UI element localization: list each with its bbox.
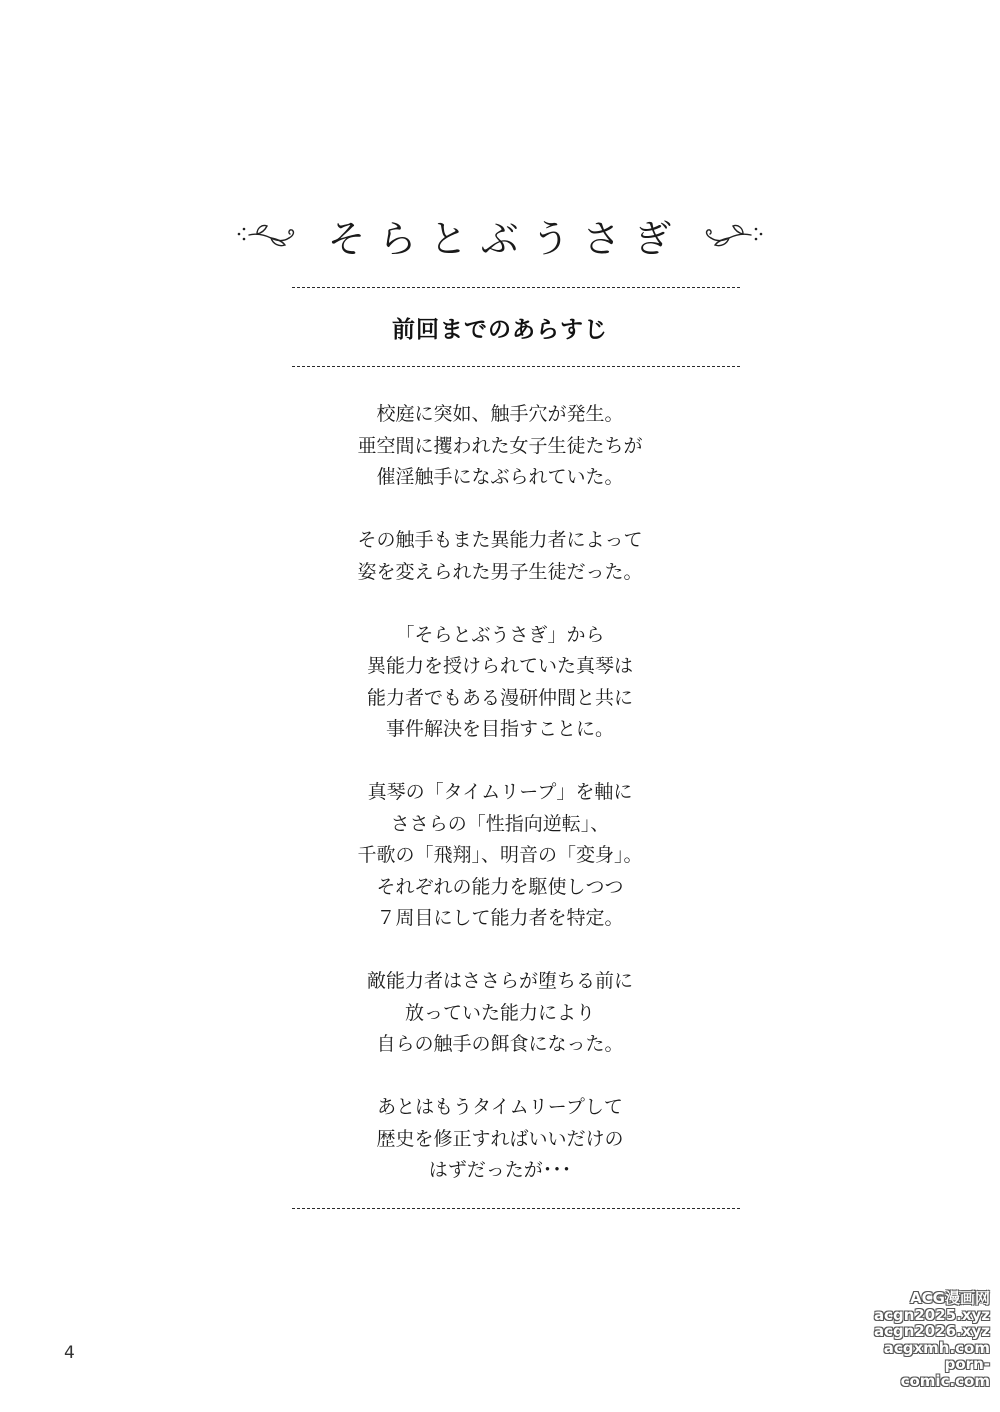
watermark-line: acgn2025.xyz <box>873 1305 990 1324</box>
text-line: 千歌の「飛翔」、明音の「変身」。 <box>357 844 643 866</box>
paragraph-5 <box>0 966 1000 1061</box>
page-title: そらとぶうさぎ <box>327 216 685 261</box>
section-heading: 前回までのあらすじ <box>392 317 608 343</box>
text-line: その触手もまた異能力者によって <box>357 529 643 551</box>
synopsis <box>0 399 1000 1187</box>
text-line: あとはもうタイムリープして <box>377 1096 623 1118</box>
text-line: 姿を変えられた男子生徒だった。 <box>357 560 643 583</box>
watermark-line: ACG漫画网 <box>910 1289 990 1307</box>
text-line: 異能力を授けられていた真琴は <box>366 655 633 677</box>
paragraph-3 <box>0 620 1000 746</box>
text-line: 能力者でもある漫研仲間と共に <box>366 686 633 709</box>
divider-upper <box>292 366 740 367</box>
watermark-line: acgxmh.com <box>883 1338 990 1357</box>
text-line: ささらの「性指向逆転」、 <box>390 812 610 835</box>
page-number: 4 <box>64 1343 75 1363</box>
paragraph-2 <box>0 525 1000 588</box>
text-line: 亜空間に攫われた女子生徒たちが <box>357 434 643 457</box>
paragraph-4 <box>0 777 1000 935</box>
text-line: 校庭に突如、触手穴が発生。 <box>376 403 624 425</box>
text-line: 事件解決を目指すことに。 <box>385 718 614 740</box>
text-line: 放っていた能力により <box>404 1001 595 1024</box>
paragraph-6 <box>0 1092 1000 1187</box>
title-row <box>0 205 1000 265</box>
watermark <box>862 1290 990 1389</box>
text-line: 真琴の「タイムリープ」を軸に <box>367 781 633 803</box>
text-line: ７周目にして能力者を特定。 <box>376 907 624 929</box>
paragraph-1 <box>0 399 1000 494</box>
text-line: 敵能力者はささらが堕ちる前に <box>366 970 633 992</box>
watermark-line: acgn2026.xyz <box>873 1322 990 1340</box>
text-line: それぞれの能力を駆使しつつ <box>376 875 624 898</box>
left-flourish-icon <box>235 220 297 250</box>
text-line: 催淫触手になぶられていた。 <box>376 466 624 488</box>
text-line: はずだったが･･･ <box>428 1159 572 1181</box>
divider-top <box>292 287 740 288</box>
text-line: 「そらとぶうさぎ」から <box>395 623 605 646</box>
right-flourish-icon <box>703 220 765 250</box>
text-line: 自らの触手の餌食になった。 <box>376 1033 624 1055</box>
watermark-line: porn-comic.com <box>900 1355 990 1390</box>
text-line: 歴史を修正すればいいだけの <box>376 1127 624 1150</box>
divider-bottom <box>292 1208 740 1209</box>
